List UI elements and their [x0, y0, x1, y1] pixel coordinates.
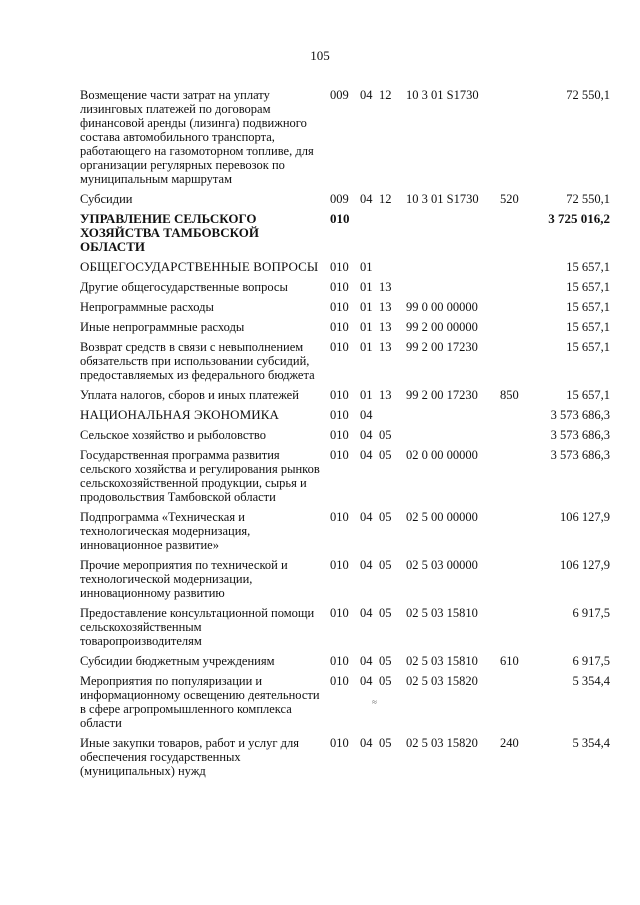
section-code: 01: [360, 340, 373, 354]
amount: 3 573 686,3: [550, 408, 610, 422]
admin-code: 010: [330, 211, 350, 226]
target-code: 02 5 03 00000: [406, 558, 478, 572]
section-code: 04: [360, 88, 373, 102]
amount: 15 657,1: [566, 388, 610, 402]
expense-type-code: [500, 300, 536, 320]
table-body: [80, 88, 610, 784]
amount: 72 550,1: [566, 192, 610, 206]
budget-table: [80, 88, 610, 784]
expense-type-code: [500, 88, 536, 192]
admin-code: 010: [330, 280, 349, 294]
row-name: Непрограммные расходы: [80, 300, 214, 314]
target-code: [406, 428, 500, 448]
section-code: 04: [360, 736, 373, 750]
section-code: 04: [360, 448, 373, 462]
row-name: Подпрограмма «Техническая и технологическая модернизация, инновационное развитие»: [80, 510, 251, 552]
section-code: 04: [360, 428, 373, 442]
subsection-code: 12: [379, 88, 392, 102]
amount: 6 917,5: [572, 606, 610, 620]
amount: 15 657,1: [566, 300, 610, 314]
table-row: [80, 510, 610, 558]
admin-code: 010: [330, 388, 349, 402]
expense-type-code: [500, 674, 536, 736]
row-name: Возмещение части затрат на уплату лизинговых платежей по договорам финансовой аренды (лизинга) подвижного состава автомобильного транспорта, работающего на газомоторном топливе, для организации регулярных перевозок по муниципальным маршрутам: [80, 88, 314, 186]
table-row: [80, 448, 610, 510]
table-row: [80, 408, 610, 428]
target-code: 02 5 03 15810: [406, 606, 478, 620]
subsection-code: 05: [379, 736, 392, 750]
subsection-code: 13: [379, 388, 392, 402]
expense-type-code: [500, 280, 536, 300]
subsection-code: 13: [379, 320, 392, 334]
subsection-code: 05: [379, 448, 392, 462]
expense-type-code: [500, 448, 536, 510]
section-code: 01: [360, 388, 373, 402]
subsection-code: 13: [379, 280, 392, 294]
expense-type-code: 240: [500, 736, 519, 750]
subsection-code: [379, 260, 406, 280]
table-row: [80, 606, 610, 654]
target-code: 02 5 03 15810: [406, 654, 478, 668]
row-name: Мероприятия по популяризации и информационному освещению деятельности в сфере агропромышленного комплекса области: [80, 674, 320, 730]
row-name: Прочие мероприятия по технической и технологической модернизации, инновационному развитию: [80, 558, 288, 600]
admin-code: 010: [330, 260, 349, 274]
amount: 5 354,4: [572, 674, 610, 688]
amount: 72 550,1: [566, 88, 610, 102]
amount: 106 127,9: [560, 558, 610, 572]
expense-type-code: 850: [500, 388, 519, 402]
amount: 106 127,9: [560, 510, 610, 524]
table-row: [80, 280, 610, 300]
expense-type-code: [500, 510, 536, 558]
admin-code: 010: [330, 408, 349, 422]
amount: 3 573 686,3: [550, 448, 610, 462]
expense-type-code: [500, 558, 536, 606]
admin-code: 010: [330, 510, 349, 524]
section-code: 04: [360, 192, 373, 206]
target-code: 99 2 00 00000: [406, 320, 478, 334]
target-code: [406, 212, 500, 260]
amount: 3 573 686,3: [550, 428, 610, 442]
subsection-code: [379, 408, 406, 428]
section-code: 04: [360, 408, 373, 422]
target-code: 02 5 03 15820: [406, 674, 478, 688]
table-row: [80, 88, 610, 192]
admin-code: 010: [330, 448, 349, 462]
table-row: [80, 260, 610, 280]
subsection-code: 05: [379, 674, 392, 688]
table-row: [80, 320, 610, 340]
target-code: 02 0 00 00000: [406, 448, 478, 462]
expense-type-code: [500, 212, 536, 260]
subsection-code: 12: [379, 192, 392, 206]
target-code: 02 5 03 15820: [406, 736, 478, 750]
subsection-code: [379, 212, 406, 260]
section-code: 01: [360, 280, 373, 294]
admin-code: 009: [330, 88, 349, 102]
section-code: 04: [360, 606, 373, 620]
section-code: 04: [360, 674, 373, 688]
expense-type-code: [500, 408, 536, 428]
row-name: Уплата налогов, сборов и иных платежей: [80, 388, 299, 402]
table-row: [80, 736, 610, 784]
table-row: [80, 340, 610, 388]
section-code: 04: [360, 558, 373, 572]
scan-mark: ≈: [372, 697, 377, 707]
row-name: Сельское хозяйство и рыболовство: [80, 428, 266, 442]
row-name: Предоставление консультационной помощи сельскохозяйственным товаропроизводителям: [80, 606, 315, 648]
table-row: [80, 428, 610, 448]
subsection-code: 05: [379, 654, 392, 668]
target-code: [406, 408, 500, 428]
row-name: НАЦИОНАЛЬНАЯ ЭКОНОМИКА: [80, 407, 279, 422]
expense-type-code: 520: [500, 192, 519, 206]
row-name: Государственная программа развития сельского хозяйства и регулирования рынков сельскохозяйственной продукции, сырья и продовольствия Тамбовской области: [80, 448, 320, 504]
row-name: Другие общегосударственные вопросы: [80, 280, 288, 294]
amount: 3 725 016,2: [548, 211, 610, 226]
row-name: УПРАВЛЕНИЕ СЕЛЬСКОГО ХОЗЯЙСТВА ТАМБОВСКОЙ ОБЛАСТИ: [80, 211, 259, 254]
section-code: 04: [360, 654, 373, 668]
admin-code: 010: [330, 300, 349, 314]
subsection-code: 13: [379, 340, 392, 354]
admin-code: 010: [330, 736, 349, 750]
target-code: 99 2 00 17230: [406, 340, 478, 354]
admin-code: 010: [330, 558, 349, 572]
target-code: [406, 280, 500, 300]
amount: 5 354,4: [572, 736, 610, 750]
row-name: ОБЩЕГОСУДАРСТВЕННЫЕ ВОПРОСЫ: [80, 259, 319, 274]
amount: 6 917,5: [572, 654, 610, 668]
admin-code: 009: [330, 192, 349, 206]
subsection-code: 05: [379, 558, 392, 572]
subsection-code: 05: [379, 606, 392, 620]
amount: 15 657,1: [566, 320, 610, 334]
table-row: [80, 192, 610, 212]
table-row: [80, 654, 610, 674]
row-name: Возврат средств в связи с невыполнением обязательств при использовании субсидий, предоставляемых из федерального бюджета: [80, 340, 315, 382]
amount: 15 657,1: [566, 260, 610, 274]
row-name: Иные закупки товаров, работ и услуг для обеспечения государственных (муниципальных) нужд: [80, 736, 300, 778]
admin-code: 010: [330, 340, 349, 354]
expense-type-code: 610: [500, 654, 519, 668]
target-code: 02 5 00 00000: [406, 510, 478, 524]
expense-type-code: [500, 428, 536, 448]
subsection-code: 05: [379, 428, 392, 442]
admin-code: 010: [330, 654, 349, 668]
amount: 15 657,1: [566, 280, 610, 294]
table-row: [80, 388, 610, 408]
table-row: [80, 300, 610, 320]
target-code: [406, 260, 500, 280]
section-code: 01: [360, 300, 373, 314]
amount: 15 657,1: [566, 340, 610, 354]
table-row: [80, 212, 610, 260]
row-name: Субсидии: [80, 192, 133, 206]
subsection-code: 13: [379, 300, 392, 314]
target-code: 10 3 01 S1730: [406, 88, 479, 102]
admin-code: 010: [330, 428, 349, 442]
row-name: Иные непрограммные расходы: [80, 320, 245, 334]
target-code: 99 0 00 00000: [406, 300, 478, 314]
table-row: [80, 558, 610, 606]
section-code: [360, 212, 379, 260]
expense-type-code: [500, 340, 536, 388]
section-code: 01: [360, 260, 373, 274]
admin-code: 010: [330, 606, 349, 620]
section-code: 04: [360, 510, 373, 524]
expense-type-code: [500, 320, 536, 340]
admin-code: 010: [330, 320, 349, 334]
target-code: 99 2 00 17230: [406, 388, 478, 402]
page-number: 105: [310, 48, 330, 63]
target-code: 10 3 01 S1730: [406, 192, 479, 206]
table-row: [80, 674, 610, 736]
admin-code: 010: [330, 674, 349, 688]
expense-type-code: [500, 606, 536, 654]
subsection-code: 05: [379, 510, 392, 524]
section-code: 01: [360, 320, 373, 334]
expense-type-code: [500, 260, 536, 280]
row-name: Субсидии бюджетным учреждениям: [80, 654, 275, 668]
